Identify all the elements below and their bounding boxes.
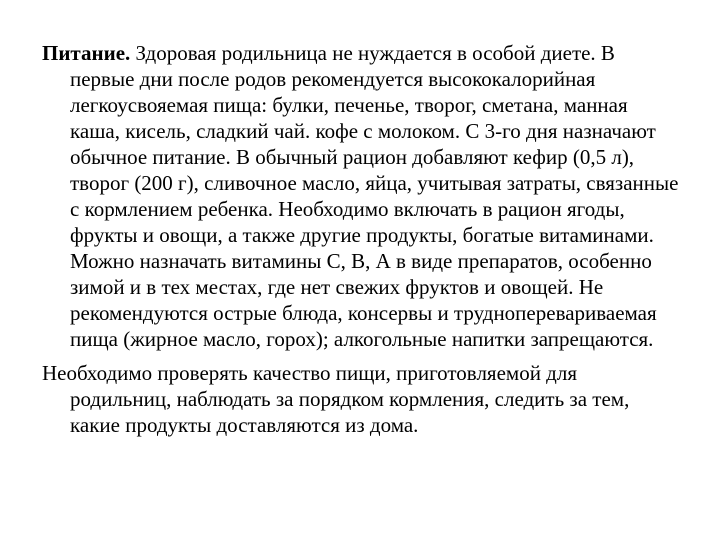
slide-content bbox=[42, 40, 682, 438]
nutrition-heading: Питание. bbox=[42, 41, 131, 65]
food-quality-paragraph bbox=[42, 360, 682, 438]
nutrition-text: Здоровая родильница не нуждается в особой диете. В первые дни после родов рекомендуется высококалорийная легкоусвояемая пища: булки, печенье, творог, сметана, манная каша, кисель, сладкий чай. кофе с молоком. С 3-го дня назначают обычное питание. В обычный рацион добавляют кефир (0,5 л), творог (200 г), сливочное масло, яйца, учитывая затраты, связанные с кормлением ребенка. Необходимо включать в рацион ягоды, фрукты и овощи, а также другие продукты, богатые витаминами. Можно назначать витамины С, В, А в виде препаратов, особенно зимой и в тех местах, где нет свежих фруктов и овощей. Не рекомендуются острые блюда, консервы и трудноперевариваемая пища (жирное масло, горох); алкогольные напитки запрещаются. bbox=[70, 41, 679, 351]
food-quality-text: Необходимо проверять качество пищи, приготовляемой для родильниц, наблюдать за порядком кормления, следить за тем, какие продукты доставляются из дома. bbox=[42, 361, 630, 437]
nutrition-paragraph bbox=[42, 40, 682, 352]
